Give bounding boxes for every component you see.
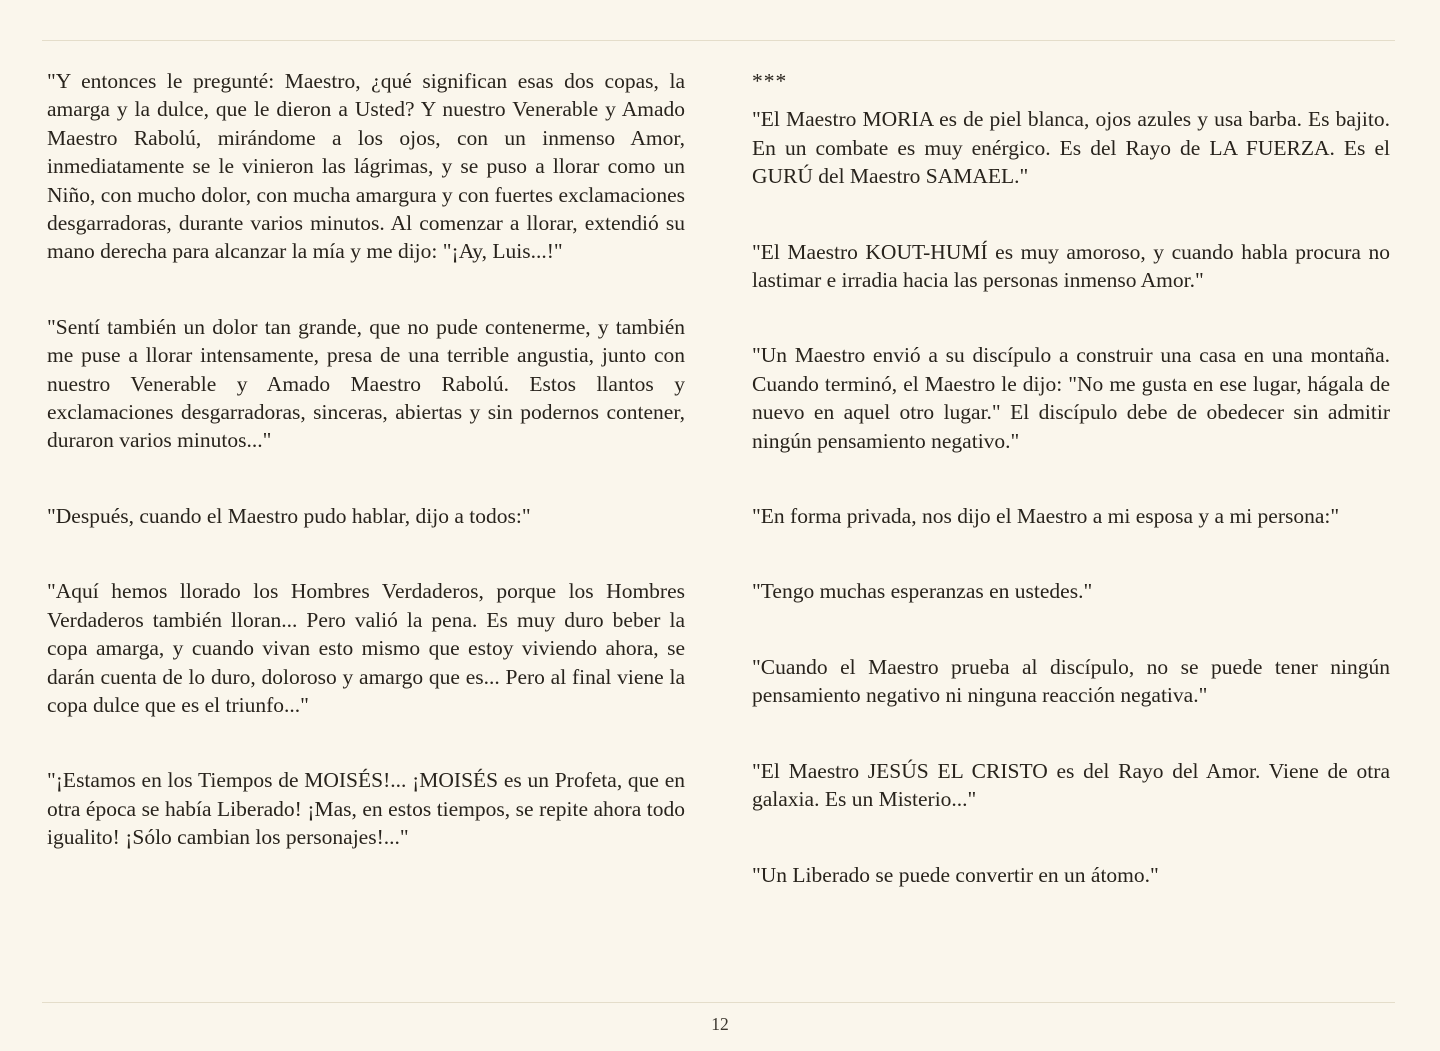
paragraph: "Un Maestro envió a su discípulo a construir una casa en una montaña. Cuando terminó, el Maestro le dijo: "No me gusta en ese lugar, hágala de nuevo en aquel otro lugar." El discípulo debe de obedecer sin admitir ningún pensamiento negativo." [752,343,1390,453]
paragraph: "El Maestro KOUT-HUMÍ es muy amoroso, y cuando habla procura no lastimar e irradia hacia las personas inmenso Amor." [752,239,1390,293]
header-rule [42,40,1395,41]
section-break-asterisks: *** [752,69,788,93]
paragraph: "En forma privada, nos dijo el Maestro a mi esposa y a mi persona:" [752,504,1340,529]
footer-rule [42,1002,1395,1003]
left-column [47,67,685,936]
paragraph: "Después, cuando el Maestro pudo hablar, dijo a todos:" [47,503,531,528]
page-content [47,67,1390,936]
paragraph: "El Maestro JESÚS EL CRISTO es del Rayo del Amor. Viene de otra galaxia. Es un Misterio..." [752,758,1390,812]
paragraph: "¡Estamos en los Tiempos de MOISÉS!... ¡MOISÉS es un Profeta, que en otra época se había Liberado! ¡Mas, en estos tiempos, se repite ahora todo igualito! ¡Sólo cambian los personajes!..." [47,768,685,850]
paragraph: "Y entonces le pregunté: Maestro, ¿qué significan esas dos copas, la amarga y la dulce, que le dieron a Usted? Y nuestro Venerable y Amado Maestro Rabolú, mirándome a los ojos, con un inmenso Amor, inmediatamente se le vinieron las lágrimas, y se puso a llorar como un Niño, con mucho dolor, con mucha amargura y con fuertes exclamaciones desgarradoras, durante varios minutos. Al comenzar a llorar, extendió su mano derecha para alcanzar la mía y me dijo: "¡Ay, Luis...!" [47,69,685,264]
page-number: 12 [711,1014,729,1034]
paragraph: "Un Liberado se puede convertir en un átomo." [752,862,1159,887]
right-column [752,67,1390,936]
paragraph: "Cuando el Maestro prueba al discípulo, no se puede tener ningún pensamiento negativo ni ninguna reacción negativa." [752,654,1390,708]
paragraph: "Aquí hemos llorado los Hombres Verdaderos, porque los Hombres Verdaderos también lloran... Pero valió la pena. Es muy duro beber la copa amarga, y cuando vivan esto mismo que estoy viviendo ahora, se darán cuenta de lo duro, doloroso y amargo que es... Pero al final viene la copa dulce que es el triunfo..." [47,579,685,717]
paragraph: "El Maestro MORIA es de piel blanca, ojos azules y usa barba. Es bajito. En un combate es muy enérgico. Es del Rayo de LA FUERZA. Es el GURÚ del Maestro SAMAEL." [752,107,1390,189]
paragraph: "Sentí también un dolor tan grande, que no pude contenerme, y también me puse a llorar intensamente, presa de una terrible angustia, junto con nuestro Venerable y Amado Maestro Rabolú. Estos llantos y exclamaciones desgarradoras, sinceras, abiertas y sin podernos contener, duraron varios minutos..." [47,314,685,453]
paragraph: "Tengo muchas esperanzas en ustedes." [752,579,1093,604]
